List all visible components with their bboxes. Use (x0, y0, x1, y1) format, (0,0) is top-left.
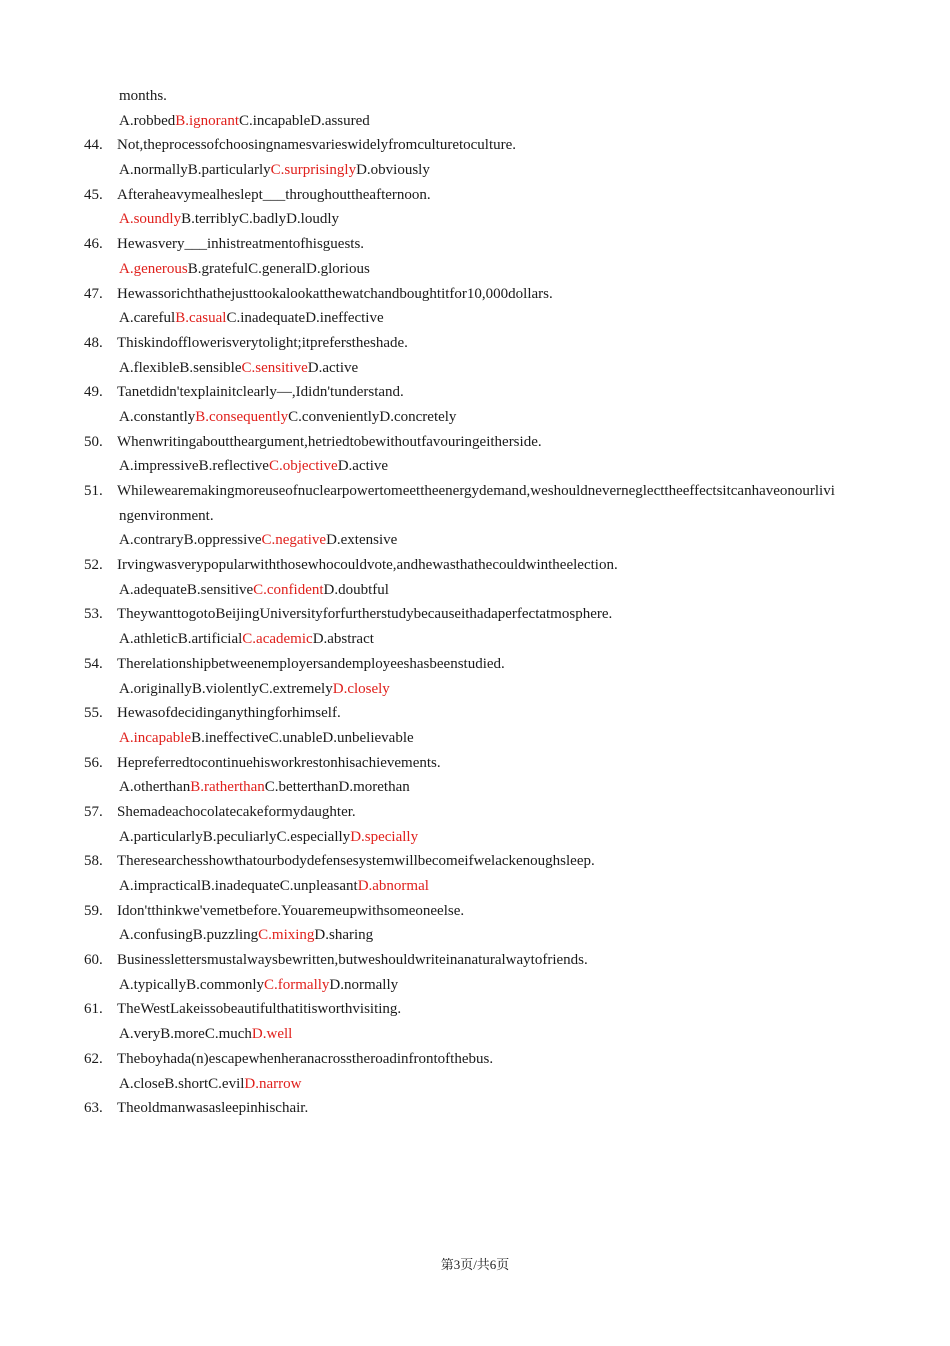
question-line (0, 380, 950, 405)
question-number: 52. (84, 557, 103, 574)
question-line (0, 232, 950, 257)
question-text: ngenvironment. (119, 507, 214, 524)
answer-options (119, 405, 456, 430)
answer-option: D.ineffective (305, 310, 384, 327)
answer-option: B.inadequate (201, 878, 280, 894)
question-text: Afteraheavymealheslept___throughouttheafternoon. (117, 186, 431, 203)
answer-option: B.peculiarly (202, 828, 277, 845)
correct-answer-option: C.formally (264, 976, 330, 993)
answer-options (119, 578, 389, 603)
question-text: Businesslettersmustalwaysbewritten,butweshouldwriteinanaturalwaytofriends. (117, 952, 588, 969)
answer-options (119, 677, 390, 702)
answer-option: B.commonly (186, 976, 264, 993)
options-line (0, 923, 950, 948)
question-text: TheywanttogotoBeijingUniversityforfurtherstudybecauseithadaperfectatmosphere. (117, 606, 613, 623)
answer-option: A.adequate (119, 581, 187, 598)
question-line (0, 553, 950, 578)
correct-answer-option: C.confident (253, 581, 324, 598)
question-text: Whilewearemakingmoreuseofnuclearpowertomeettheenergydemand,weshouldneverneglecttheeffectsitcanhaveonourlivi (117, 483, 835, 499)
question-line (0, 282, 950, 307)
question-number: 58. (84, 853, 103, 870)
options-line (0, 109, 950, 134)
question-text: Idon'tthinkwe'vemetbefore.Youaremeupwithsomeoneelse. (117, 902, 465, 919)
answer-option: C.unpleasant (279, 878, 358, 894)
question-text: Therelationshipbetweenemployersandemployeeshasbeenstudied. (117, 655, 505, 672)
question-text: Hepreferredtocontinuehisworkrestonhisachievements. (117, 754, 441, 771)
answer-option: A.impressive (119, 458, 199, 475)
question-line (0, 602, 950, 627)
correct-answer-option: C.sensitive (241, 359, 308, 376)
answer-option: A.careful (119, 310, 176, 327)
question-number: 53. (84, 606, 103, 623)
answer-options (119, 158, 430, 183)
answer-option: D.abstract (312, 631, 374, 648)
answer-option: B.reflective (198, 458, 269, 475)
options-line (0, 405, 950, 430)
answer-option: B.ineffective (191, 729, 269, 746)
question-line (0, 701, 950, 726)
answer-option: D.assured (310, 112, 370, 129)
answer-option: D.unbelievable (322, 729, 414, 746)
answer-option: A.otherthan (119, 779, 191, 796)
answer-options (119, 1072, 302, 1097)
question-text: months. (119, 88, 167, 104)
options-line (0, 825, 950, 850)
options-line (0, 726, 950, 751)
question-text: Irvingwasverypopularwiththosewhocouldvote,andhewasthathecouldwintheelection. (117, 557, 618, 574)
answer-option: A.constantly (119, 408, 196, 425)
answer-options (119, 726, 414, 751)
question-continuation (0, 504, 950, 529)
question-line (0, 849, 950, 874)
answer-option: B.sensible (179, 359, 242, 376)
answer-option: B.artificial (177, 631, 243, 648)
answer-options (119, 1022, 292, 1047)
correct-answer-option: D.closely (332, 680, 390, 697)
question-text: Theoldmanwasasleepinhischair. (117, 1100, 309, 1117)
question-number: 56. (84, 754, 103, 771)
answer-option: D.glorious (306, 260, 370, 277)
question-line (0, 652, 950, 677)
correct-answer-option: D.well (251, 1026, 293, 1043)
question-line (0, 948, 950, 973)
answer-option: C.incapable (239, 112, 311, 129)
answer-options (119, 454, 388, 479)
question-number: 60. (84, 952, 103, 969)
answer-option: B.terribly (181, 211, 239, 228)
question-number: 51. (84, 483, 103, 499)
correct-answer-option: B.consequently (195, 408, 289, 425)
options-line (0, 454, 950, 479)
question-line (0, 479, 950, 504)
answer-options (119, 775, 410, 800)
answer-option: C.conveniently (288, 408, 380, 425)
question-number: 44. (84, 137, 103, 154)
correct-answer-option: C.academic (242, 631, 313, 648)
answer-option: A.impractical (119, 878, 202, 894)
options-line (0, 874, 950, 899)
options-line (0, 306, 950, 331)
options-line (0, 158, 950, 183)
question-text: Not,theprocessofchoosingnamesvarieswidelyfromculturetoculture. (117, 137, 517, 154)
options-line (0, 627, 950, 652)
answer-option: D.extensive (326, 532, 398, 549)
question-number: 45. (84, 186, 103, 203)
question-number: 54. (84, 655, 103, 672)
answer-option: C.badly (239, 211, 287, 228)
answer-option: D.doubtful (323, 581, 389, 598)
correct-answer-option: B.casual (175, 310, 227, 327)
answer-option: D.normally (329, 976, 399, 993)
question-text: Hewassorichthathejusttookalookatthewatchandboughtitfor10,000dollars. (117, 285, 553, 302)
options-line (0, 356, 950, 381)
correct-answer-option: C.mixing (258, 927, 315, 944)
answer-option: D.morethan (338, 779, 410, 796)
question-number: 61. (84, 1001, 103, 1018)
answer-option: B.sensitive (186, 581, 254, 598)
correct-answer-option: C.surprisingly (270, 162, 357, 179)
question-list (0, 84, 950, 1121)
answer-option: D.active (337, 458, 389, 475)
answer-option: B.violently (191, 680, 259, 697)
question-line (0, 800, 950, 825)
question-number: 57. (84, 803, 103, 820)
question-text: Theboyhada(n)escapewhenheranacrosstheroadinfrontofthebus. (117, 1050, 494, 1067)
answer-options (119, 257, 370, 282)
answer-option: B.oppressive (183, 532, 262, 549)
answer-option: B.grateful (187, 260, 249, 277)
answer-options (119, 207, 339, 232)
answer-option: A.very (119, 1026, 161, 1043)
question-text: Hewasofdecidinganythingforhimself. (117, 705, 341, 722)
answer-option: B.short (164, 1075, 209, 1092)
answer-option: A.flexible (119, 359, 180, 376)
answer-option: B.more (160, 1026, 205, 1043)
question-number: 55. (84, 705, 103, 722)
answer-option: C.evil (208, 1075, 245, 1092)
question-line (0, 430, 950, 455)
answer-option: A.normally (119, 162, 188, 179)
options-line (0, 1022, 950, 1047)
options-line (0, 528, 950, 553)
correct-answer-option: D.narrow (244, 1075, 302, 1092)
question-line (0, 133, 950, 158)
answer-option: C.betterthan (264, 779, 339, 796)
question-number: 50. (84, 433, 103, 450)
correct-answer-option: D.abnormal (357, 878, 429, 894)
answer-option: A.robbed (119, 112, 176, 129)
question-number: 48. (84, 334, 103, 351)
question-continuation (0, 84, 950, 109)
question-text: Hewasvery___inhistreatmentofhisguests. (117, 236, 365, 253)
answer-option: A.typically (119, 976, 187, 993)
question-number: 62. (84, 1050, 103, 1067)
options-line (0, 973, 950, 998)
answer-option: A.athletic (119, 631, 178, 648)
correct-answer-option: A.generous (119, 260, 188, 277)
answer-option: D.loudly (286, 211, 340, 228)
answer-option: A.contrary (119, 532, 184, 549)
answer-option: C.general (248, 260, 307, 277)
page-footer: 第3页/共6页 (440, 1257, 510, 1272)
correct-answer-option: A.incapable (119, 729, 192, 746)
answer-options (119, 306, 384, 331)
answer-options (119, 356, 358, 381)
options-line (0, 578, 950, 603)
answer-option: D.active (307, 359, 359, 376)
question-line (0, 751, 950, 776)
correct-answer-option: B.ratherthan (190, 779, 265, 796)
question-line (0, 331, 950, 356)
answer-option: C.extremely (259, 680, 333, 697)
answer-option: A.confusing (119, 927, 193, 944)
answer-option: A.originally (119, 680, 192, 697)
answer-options (119, 874, 429, 899)
options-line (0, 677, 950, 702)
answer-option: C.unable (268, 729, 323, 746)
question-text: Tanetdidn'texplainitclearly—,Ididn'tunderstand. (117, 384, 404, 401)
answer-option: C.much (204, 1026, 252, 1043)
answer-options (119, 627, 374, 652)
question-text: Theresearchesshowthatourbodydefensesystemwillbecomeifwelackenoughsleep. (117, 853, 595, 870)
question-line (0, 1047, 950, 1072)
answer-option: A.particularly (119, 828, 203, 845)
question-number: 63. (84, 1100, 103, 1117)
question-text: Thiskindofflowerisverytolight;itpreferstheshade. (117, 334, 408, 351)
question-text: Shemadeachocolatecakeformydaughter. (117, 803, 356, 820)
options-line (0, 207, 950, 232)
answer-option: C.especially (276, 828, 351, 845)
correct-answer-option: D.specially (350, 828, 419, 845)
correct-answer-option: A.soundly (119, 211, 182, 228)
answer-options (119, 923, 373, 948)
question-number: 46. (84, 236, 103, 253)
answer-options (119, 973, 398, 998)
question-line (0, 183, 950, 208)
question-number: 47. (84, 285, 103, 302)
answer-option: D.sharing (314, 927, 374, 944)
answer-option: D.obviously (356, 162, 430, 179)
correct-answer-option: C.negative (261, 532, 327, 549)
answer-option: D.concretely (379, 408, 457, 425)
answer-option: C.inadequate (226, 310, 306, 327)
answer-options (119, 825, 418, 850)
answer-options (119, 528, 397, 553)
question-line (0, 997, 950, 1022)
question-line (0, 899, 950, 924)
question-number: 49. (84, 384, 103, 401)
answer-option: B.particularly (187, 162, 271, 179)
options-line (0, 1072, 950, 1097)
question-line (0, 1096, 950, 1121)
answer-option: B.puzzling (192, 927, 259, 944)
options-line (0, 257, 950, 282)
correct-answer-option: C.objective (268, 458, 338, 475)
question-text: TheWestLakeissobeautifulthatitisworthvisiting. (117, 1001, 402, 1018)
question-text: Whenwritingabouttheargument,hetriedtobewithoutfavouringeitherside. (117, 433, 542, 450)
options-line (0, 775, 950, 800)
question-number: 59. (84, 902, 103, 919)
answer-options (119, 109, 370, 134)
answer-option: A.close (119, 1075, 165, 1092)
correct-answer-option: B.ignorant (175, 112, 239, 129)
